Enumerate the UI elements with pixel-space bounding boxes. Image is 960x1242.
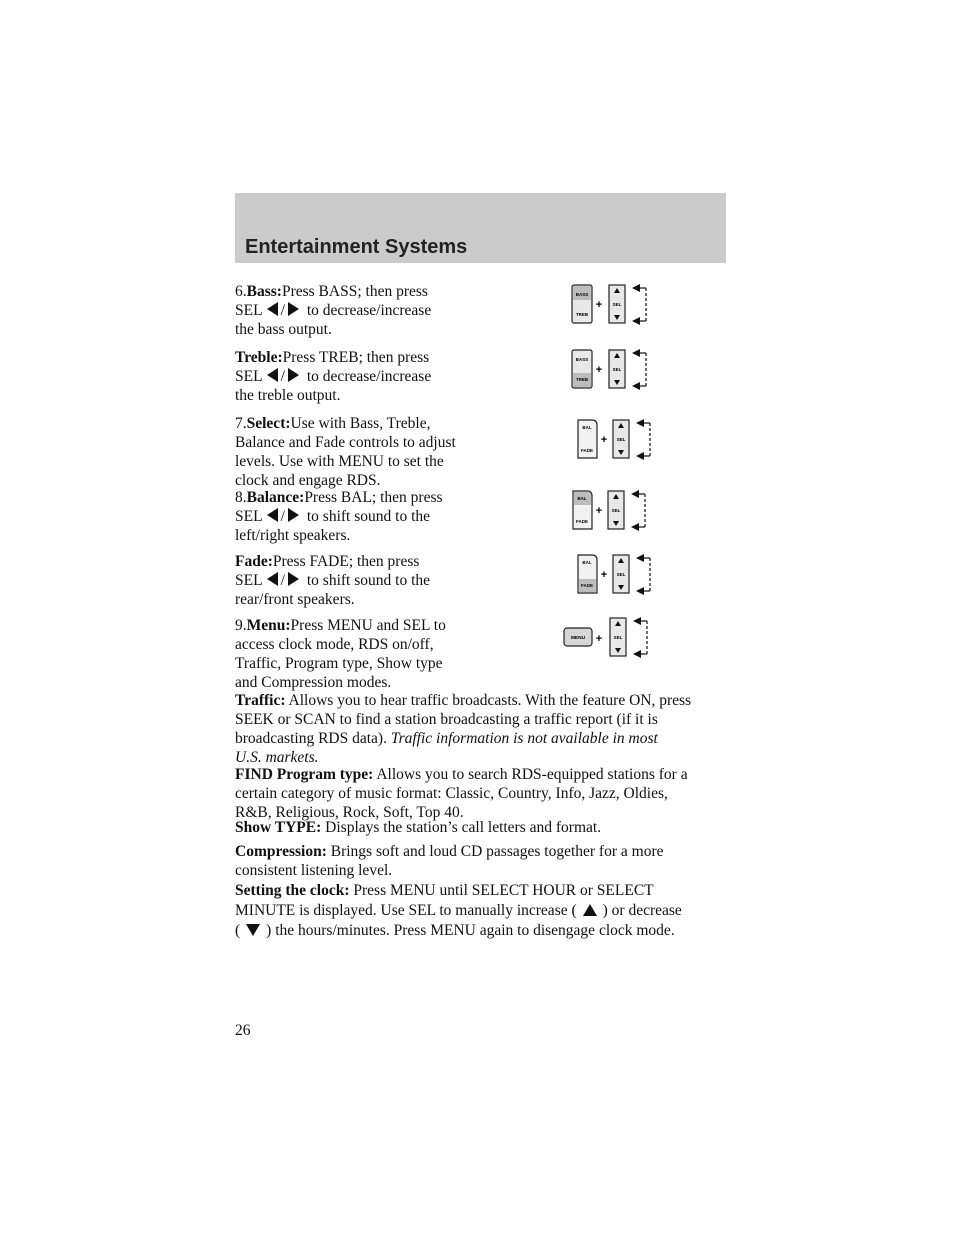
right-arrow-icon xyxy=(288,508,299,522)
button-label-bottom: TREB xyxy=(575,377,589,382)
sel-label: SEL xyxy=(616,572,626,577)
term-bass: Bass: xyxy=(246,283,282,300)
item-menu: 9.Menu:Press MENU and SEL to access clock mode, RDS on/off, Traffic, Program type, Show type and Compression modes. xyxy=(235,617,446,691)
item-show-type: Show TYPE: Displays the station’s call letters and format. xyxy=(235,819,602,836)
term-balance: Balance: xyxy=(246,489,305,506)
left-arrow-icon xyxy=(636,554,644,562)
left-arrow-icon xyxy=(631,490,639,498)
left-arrow-icon xyxy=(631,523,639,531)
term-find-program-type: FIND Program type: xyxy=(235,766,374,783)
item-bass: 6.Bass:Press BASS; then press SEL / to decrease/increase the bass output. xyxy=(235,283,432,338)
plus-sign: + xyxy=(595,299,603,311)
sel-label: SEL xyxy=(613,635,623,640)
left-arrow-icon xyxy=(632,349,640,357)
plus-sign: + xyxy=(595,505,603,517)
button-label-bottom: FADE xyxy=(575,519,589,524)
button-label-top: BAL xyxy=(577,496,587,501)
bal-fade-control-illustration xyxy=(570,488,650,532)
left-arrow-icon xyxy=(633,617,641,625)
left-arrow-icon xyxy=(267,508,278,522)
button-label-bottom: FADE xyxy=(580,583,594,588)
button-label-top: BASS xyxy=(575,292,589,297)
item-traffic: Traffic: Allows you to hear traffic broadcasts. With the feature ON, press SEEK or SCAN to find a station broadcasting a traffic report (if it is broadcasting RDS data). Traffic information is not available in most U.S. markets. xyxy=(235,692,692,766)
left-arrow-icon xyxy=(636,452,644,460)
term-setting-clock: Setting the clock: xyxy=(235,882,350,899)
button-label-top: BAL xyxy=(582,560,592,565)
term-menu: Menu: xyxy=(246,617,291,634)
menu-button-label: MENU xyxy=(570,636,586,641)
left-arrow-icon xyxy=(267,572,278,586)
item-setting-clock: Setting the clock: Press MENU until SELECT HOUR or SELECT MINUTE is displayed. Use SEL to manually increase ( ) or decrease ( ) the hours/minutes. Press MENU again to disengage clock mode. xyxy=(235,882,682,939)
term-treble: Treble: xyxy=(235,349,283,366)
down-arrow-icon xyxy=(246,924,260,936)
plus-sign: + xyxy=(595,364,603,376)
sel-label: SEL xyxy=(612,367,622,372)
right-arrow-icon xyxy=(288,572,299,586)
left-arrow-icon xyxy=(632,284,640,292)
sel-label: SEL xyxy=(611,508,621,513)
menu-control-illustration xyxy=(562,615,654,659)
item-treble: Treble:Press TREB; then press SEL / to decrease/increase the treble output. xyxy=(235,349,432,404)
plus-sign: + xyxy=(600,434,608,446)
item-select: 7.Select:Use with Bass, Treble, Balance and Fade controls to adjust levels. Use with MENU to set the clock and engage RDS. xyxy=(235,415,456,489)
page-number: 26 xyxy=(235,1022,251,1039)
button-label-top: BAL xyxy=(582,425,592,430)
right-arrow-icon xyxy=(288,368,299,382)
bal-fade-control-illustration xyxy=(575,552,655,596)
bass-treb-control-illustration xyxy=(570,283,650,325)
bass-treb-control-illustration xyxy=(570,348,650,390)
term-select: Select: xyxy=(246,415,291,432)
bal-fade-control-illustration xyxy=(575,417,655,461)
left-arrow-icon xyxy=(632,317,640,325)
term-compression: Compression: xyxy=(235,843,327,860)
item-find-program-type: FIND Program type: Allows you to search RDS-equipped stations for a certain category of music format: Classic, Country, Info, Jazz, Oldies, R&B, Religious, Rock, Soft, Top 40. xyxy=(235,766,688,821)
item-balance: 8.Balance:Press BAL; then press SEL / to shift sound to the left/right speakers. xyxy=(235,489,443,544)
term-traffic: Traffic: xyxy=(235,692,286,709)
term-fade: Fade: xyxy=(235,553,273,570)
right-arrow-icon xyxy=(288,302,299,316)
button-label-bottom: TREB xyxy=(575,312,589,317)
item-fade: Fade:Press FADE; then press SEL / to shift sound to the rear/front speakers. xyxy=(235,553,431,608)
plus-sign: + xyxy=(600,569,608,581)
up-arrow-icon xyxy=(583,904,597,916)
left-arrow-icon xyxy=(636,419,644,427)
button-label-top: BASS xyxy=(575,357,589,362)
left-arrow-icon xyxy=(633,650,641,658)
left-arrow-icon xyxy=(632,382,640,390)
left-arrow-icon xyxy=(636,587,644,595)
button-label-bottom: FADE xyxy=(580,448,594,453)
item-compression: Compression: Brings soft and loud CD passages together for a more consistent listening level. xyxy=(235,843,664,879)
term-show-type: Show TYPE: xyxy=(235,819,322,836)
section-title: Entertainment Systems xyxy=(245,236,468,258)
left-arrow-icon xyxy=(267,368,278,382)
sel-label: SEL xyxy=(616,437,626,442)
sel-label: SEL xyxy=(612,302,622,307)
plus-sign: + xyxy=(595,633,603,645)
left-arrow-icon xyxy=(267,302,278,316)
